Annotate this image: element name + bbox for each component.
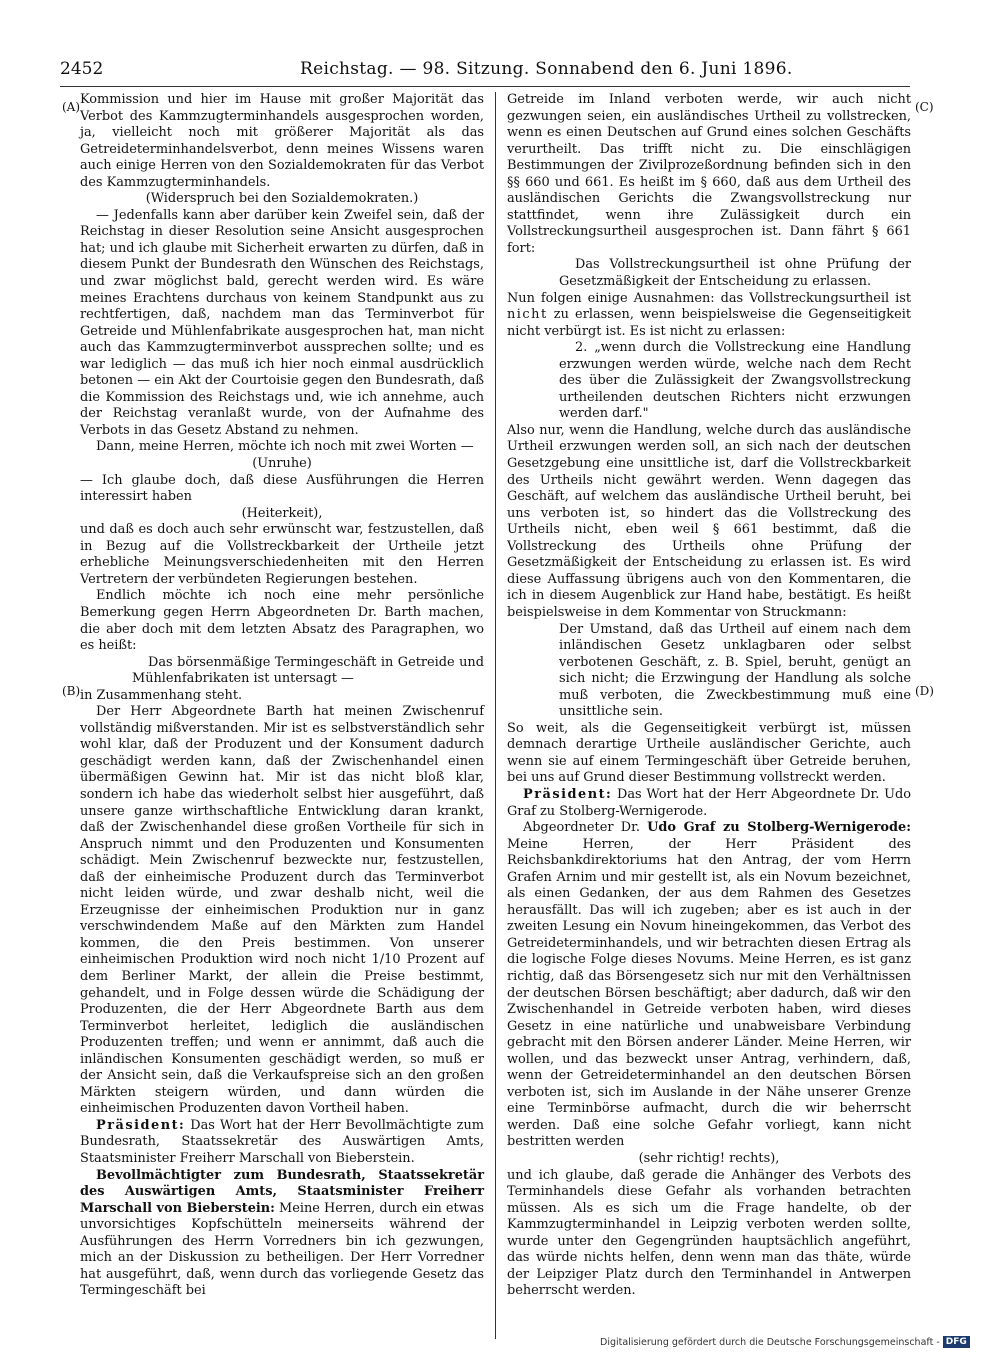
speaker-name: Bevollmächtigter zum Bundesrath, Staatssekretär des Auswärtigen Amts, Staatsminister Freiherr Marschall von Bieberstein: xyxy=(80,1167,484,1216)
margin-marker-b: (B) xyxy=(62,684,81,698)
interjection: (Unruhe) xyxy=(252,456,312,472)
speaker-paragraph xyxy=(507,820,911,1151)
running-title: Reichstag. — 98. Sitzung. Sonnabend den 6. Juni 1896. xyxy=(300,59,793,79)
right-column xyxy=(507,92,911,1300)
speech-text: Das Wort hat der Herr Bevollmächtigte zum Bundesrath, Staatssekretär des Auswärtigen Amts, Staatsminister Freiherr Marschall von Bieberstein. xyxy=(80,1117,484,1166)
paragraph: in Zusammenhang steht. xyxy=(80,687,243,703)
text-run: Nun folgen einige Ausnahmen: das Vollstreckungsurtheil ist xyxy=(507,290,911,306)
speaker-paragraph xyxy=(80,1118,484,1168)
block-quote: Das börsenmäßige Termingeschäft in Getreide und Mühlenfabrikaten ist untersagt — xyxy=(132,654,484,687)
paragraph: und ich glaube, daß gerade die Anhänger des Verbots des Terminhandels diese Gefahr als vorhanden betrachten müssen. Als es sich um die Frage handelte, ob der Kammzugterminhandel in Leipzig verboten werden sollte, wurde unter den Gegengründen hauptsächlich angeführt, das würde nichts helfen, denn wenn man das thäte, würde der Leipziger Platz durch den Terminhandel in Antwerpen beherrscht werden. xyxy=(507,1167,911,1299)
block-quote: 2. „wenn durch die Vollstreckung eine Handlung erzwungen werden würde, welche nach dem Recht des über die Zulässigkeit der Zwangsvollstreckung urtheilenden deutschen Richters nicht erzwungen werden darf." xyxy=(559,340,911,422)
paragraph: Getreide im Inland verboten werde, wir auch nicht gezwungen seien, ein ausländisches Urtheil zu vollstrecken, wenn es einen Deutschen auf Grund eines solchen Geschäfts verurtheilt. Das trifft nicht zu. Die einschlägigen Bestimmungen der Zivilprozeßordnung befinden sich in den §§ 660 und 661. Es heißt im § 660, daß aus dem Urtheil des ausländischen Gerichts die Zwangsvollstreckung nur stattfindet, wenn ihre Zulässigkeit durch ein Vollstreckungsurtheil ausgesprochen ist. Dann fährt § 661 fort: xyxy=(507,92,911,256)
speech-text: Meine Herren, der Herr Präsident des Reichsbankdirektoriums hat den Antrag, der vom Herrn Grafen Arnim und mir gestellt ist, als ein Novum bezeichnet, als einen Gedanken, der aus dem Rahmen des Gesetzes herausfällt. Das will ich zugeben; aber es ist auch in der zweiten Lesung ein Novum hineingekommen, das Verbot des Getreideterminhandels, und wir betrachten diesen Ertrag als die logische Folge dieses Novums. Meine Herren, es ist ganz richtig, daß das Börsengesetz sich nur mit den Verhältnissen der deutschen Börsen beschäftigt; aber dadurch, daß wir den Zwischenhandel in Getreide verboten haben, wird dieses Gesetz in eine natürliche und unabweisbare Verbindung gebracht mit den Börsen anderer Länder. Meine Herren, wir wollen, und das bezweckt unser Antrag, verhindern, daß, wenn der Getreideterminhandel an den deutschen Börsen verboten ist, sich im Auslande in der Nähe unserer Grenze eine Terminbörse aufmacht, durch die wir beherrscht werden. Daß eine solche Gefahr vorliegt, kann nicht bestritten werden xyxy=(507,836,911,1150)
speaker-paragraph xyxy=(507,787,911,820)
block-quote: Das Vollstreckungsurtheil ist ohne Prüfung der Gesetzmäßigkeit der Entscheidung zu erlassen. xyxy=(559,257,911,290)
paragraph: Also nur, wenn die Handlung, welche durch das ausländische Urtheil erzwungen werden soll, an sich nach der deutschen Gesetzgebung eine unsittliche ist, darf die Vollstreckbarkeit des Urtheils nicht gewährt werden. Wenn dagegen das Geschäft, auf welchem das ausländische Urtheil beruht, bei uns verboten ist, so hindert das die Vollstreckung des Urtheils nicht, eben weil § 661 bestimmt, daß die Vollstreckung des Urtheils ohne Prüfung der Gesetzmäßigkeit der Entscheidung zu erlassen ist. Es wird diese Auffassung übrigens auch von den Kommentaren, die ich in diesem Augenblick zur Hand habe, bestätigt. Es heißt beispielsweise in dem Kommentar von Struckmann: xyxy=(507,422,911,620)
speaker-name: Präsident: xyxy=(523,786,613,802)
margin-marker-a: (A) xyxy=(62,100,81,114)
paragraph: Der Herr Abgeordnete Barth hat meinen Zwischenruf vollständig mißverstanden. Mir ist es selbstverständlich sehr wohl klar, daß der Produzent und der Konsument dadurch geschädigt werden kann, daß der Zwischenhandel einen übermäßigen Gewinn hat. Mir ist das nicht bloß klar, sondern ich habe das wiederholt selbst hier ausgeführt, daß unsere ganze wirthschaftliche Entwicklung daran krankt, daß der Zwischenhandel diese großen Vortheile für sich in Anspruch nimmt und den Produzenten und Konsumenten schädigt. Mein Zwischenruf bezweckte nur, festzustellen, daß der einheimische Produzent durch das Terminverbot nicht leiden würde, und zwar deshalb nicht, weil die Erzeugnisse der einheimischen Produktion nur in ganz verschwindendem Maße auf den Märkten zum Handel kommen, die den Preis bestimmen. Von unserer einheimischen Produktion wird noch nicht 1/10 Prozent auf dem Berliner Markt, der allein die Preise bestimmt, gehandelt, und in Folge dessen würde die Schädigung der Produzenten, die der Herr Abgeordnete Barth aus dem Terminverbot herleitet, lediglich die ausländischen Produzenten treffen; und wenn er annimmt, daß auch die inländischen Konsumenten geschädigt werden, so muß er der Ansicht sein, daß die Verkaufspreise sich an den großen Märkten steigern würden, und dann würden die einheimischen Produzenten davon Vortheil haben. xyxy=(80,704,484,1117)
text-run: zu erlassen, wenn beispielsweise die Gegenseitigkeit nicht verbürgt ist. Es ist nicht zu erlassen: xyxy=(507,307,911,339)
interjection: (Heiterkeit), xyxy=(241,505,323,521)
interjection: (sehr richtig! rechts), xyxy=(638,1151,780,1166)
paragraph: So weit, als die Gegenseitigkeit verbürgt ist, müssen demnach derartige Urtheile ausländischer Gerichte, auch wenn sie auf einem Termingeschäft über Getreide beruhen, bei uns auf Grund dieser Bestimmung vollstreckt werden. xyxy=(507,720,911,786)
paragraph: und daß es doch auch sehr erwünscht war, festzustellen, daß in Bezug auf die Vollstreckbarkeit der Urtheile jetzt erhebliche Meinungsverschiedenheiten mit den Herren Vertretern der verbündeten Regierungen bestehen. xyxy=(80,522,484,587)
margin-marker-d: (D) xyxy=(915,684,934,698)
speech-text: Das Wort hat der Herr Abgeordnete Dr. Udo Graf zu Stolberg-Wernigerode. xyxy=(507,786,911,819)
speaker-title: Abgeordneter Dr. xyxy=(523,820,648,836)
margin-marker-c: (C) xyxy=(915,100,934,114)
speaker-paragraph xyxy=(80,1168,484,1300)
column-divider xyxy=(495,92,496,1339)
page-header xyxy=(60,54,910,84)
paragraph: Dann, meine Herren, möchte ich noch mit zwei Worten — xyxy=(96,439,474,455)
speaker-name: Udo Graf zu Stolberg-Wernigerode: xyxy=(647,820,911,836)
digitization-credit xyxy=(600,1336,992,1350)
spaced-word: nicht xyxy=(507,307,548,323)
credit-text: Digitalisierung gefördert durch die Deutsche Forschungsgemeinschaft - xyxy=(600,1337,940,1348)
paragraph: — Jedenfalls kann aber darüber kein Zweifel sein, daß der Reichstag in dieser Resolution seine Ansicht ausgesprochen hat; und ich glaube mit Sicherheit erwarten zu dürfen, daß in diesem Punkt der Bundesrath den Wünschen des Reichstags, und zwar möglichst bald, gerecht werden wird. Es wäre meines Erachtens durchaus von keinem Standpunkt aus zu rechtfertigen, daß, nachdem man das Terminverbot für Getreide und Mühlenfabrikate ausgesprochen hat, man nicht auch das Kammzugterminverbot aussprechen sollte; und es war lediglich — das muß ich hier noch einmal ausdrücklich betonen — ein Akt der Courtoisie gegen den Bundesrath, daß die Kommission des Reichstags und, wie ich annehme, auch der Reichstag veranlaßt wurde, von der Aufnahme des Verbots in das Gesetz Abstand zu nehmen. xyxy=(80,207,484,438)
block-quote: Der Umstand, daß das Urtheil auf einem nach dem inländischen Gesetz unklagbaren oder selbst verbotenen Geschäft, z. B. Spiel, beruht, genügt an sich nicht; die Erzwingung der Handlung als solche muß verboten, die Zweckbestimmung muß eine unsittliche sein. xyxy=(559,621,911,720)
page-number: 2452 xyxy=(60,59,104,79)
speaker-name: Präsident: xyxy=(96,1117,186,1133)
paragraph: — Ich glaube doch, daß diese Ausführungen die Herren interessirt haben xyxy=(80,472,484,505)
speech-text: Meine Herren, durch ein etwas unvorsichtiges Kopfschütteln meinerseits während der Ausführungen des Herrn Vorredners bin ich gezwungen, mich an der Diskussion zu betheiligen. Der Herr Vorredner hat ausgeführt, daß, wenn durch das vorliegende Gesetz das Termingeschäft bei xyxy=(80,1200,484,1299)
header-rule xyxy=(60,86,910,87)
dfg-logo: DFG xyxy=(943,1336,970,1348)
interjection: (Widerspruch bei den Sozialdemokraten.) xyxy=(145,191,419,207)
left-column xyxy=(80,92,484,1300)
paragraph: Kommission und hier im Hause mit großer Majorität das Verbot des Kammzugterminhandels ausgesprochen worden, ja, vielleicht noch mit größerer Majorität als das Getreideterminhandelsverbot, denn meines Wissens waren auch einige Herren von den Sozialdemokraten für das Verbot des Kammzugterminhandels. xyxy=(80,92,484,190)
paragraph: Endlich möchte ich noch eine mehr persönliche Bemerkung gegen Herrn Abgeordneten Dr. Barth machen, die aber doch mit dem letzten Absatz des Paragraphen, wo es heißt: xyxy=(80,588,484,654)
paragraph xyxy=(507,291,911,341)
